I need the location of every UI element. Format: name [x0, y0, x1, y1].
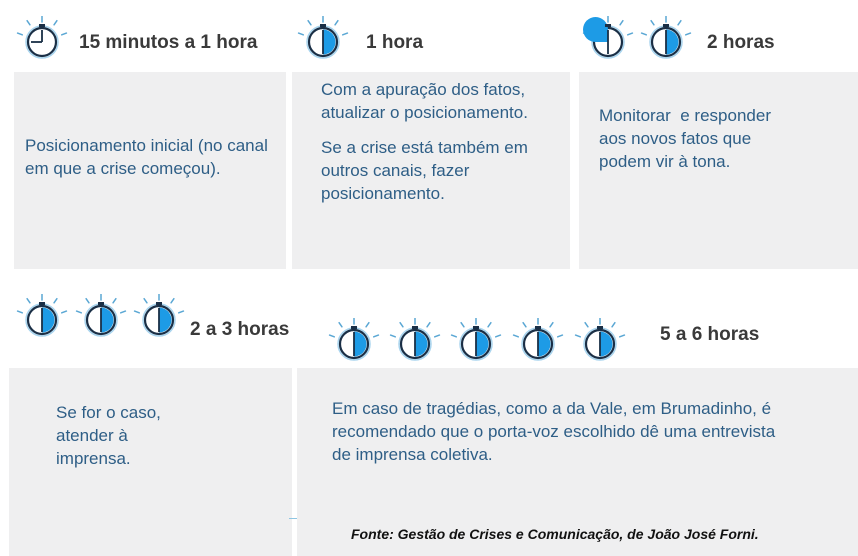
box-5-6-hours-text: Em caso de tragédias, como a da Vale, em Brumadinho, é recomendado que o porta-voz escolhido dê uma entrevista de imprensa coletiva. [332, 399, 776, 464]
box-2-hours [579, 72, 858, 269]
half-clock-icon [133, 294, 185, 338]
decorative-tick [289, 518, 297, 519]
source-caption: Fonte: Gestão de Crises e Comunicação, de João José Forni. [351, 526, 759, 542]
half-clock-icon [297, 16, 349, 60]
heading-2-hours: 2 horas [707, 32, 775, 53]
half-clock-icon [328, 318, 380, 362]
box-1-hour [292, 72, 570, 269]
heading-5-6-hours: 5 a 6 horas [660, 324, 760, 345]
box-2-hours-text: Monitorar e responder aos novos fatos que podem vir à tona. [599, 106, 776, 171]
half-clock-icon [640, 16, 692, 60]
half-clock-icon [16, 294, 68, 338]
box-2-3-hours-text: Se for o caso, atender à imprensa. [56, 403, 161, 468]
box-1-hour-paragraph-2: Se a crise está também em outros canais, fazer posicionamento. [321, 138, 528, 203]
half-clock-icon [574, 318, 626, 362]
box-15-min [14, 72, 286, 269]
heading-2-3-hours: 2 a 3 horas [190, 319, 290, 340]
heading-1-hour: 1 hora [366, 32, 424, 53]
half-clock-icon [450, 318, 502, 362]
half-clock-icon [389, 318, 441, 362]
heading-15-min: 15 minutos a 1 hora [79, 32, 258, 53]
three-quarter-clock-icon [582, 16, 634, 60]
half-clock-icon [75, 294, 127, 338]
quarter-clock-icon [16, 16, 68, 60]
half-clock-icon [512, 318, 564, 362]
box-2-3-hours [9, 368, 292, 556]
box-15-min-text: Posicionamento inicial (no canal em que a crise começou). [25, 136, 268, 178]
box-1-hour-paragraph-1: Com a apuração dos fatos, atualizar o posicionamento. [321, 80, 528, 122]
